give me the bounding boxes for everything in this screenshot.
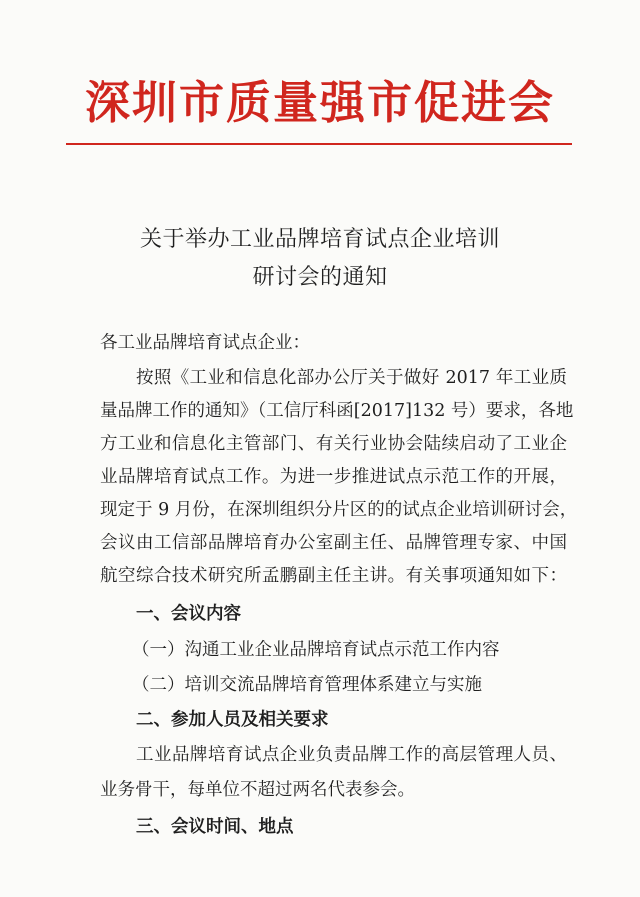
section-2-line: 工业品牌培育试点企业负责品牌工作的高层管理人员、 [136,745,567,765]
section-1-item: （一）沟通工业企业品牌培育试点示范工作内容 [132,640,500,660]
paragraph-1-line: 按照《工业和信息化部办公厅关于做好 2017 年工业质 [136,368,567,388]
paragraph-1-line: 现定于 9 月份，在深圳组织分片区的的试点企业培训研讨会， [100,500,578,520]
section-1-heading: 一、会议内容 [136,604,241,624]
document-title-line-2: 研讨会的通知 [252,265,388,290]
section-2-line: 业务骨干，每单位不超过两名代表参会。 [100,780,415,800]
paragraph-1-line: 业品牌培育试点工作。为进一步推进试点示范工作的开展， [100,467,567,487]
section-3-heading: 三、会议时间、地点 [136,817,294,837]
section-1-item: （二）培训交流品牌培育管理体系建立与实施 [132,675,482,695]
salutation: 各工业品牌培育试点企业： [100,333,310,353]
header-red-rule [66,143,572,145]
paragraph-1-line: 会议由工信部品牌培育办公室副主任、品牌管理专家、中国 [100,533,567,553]
document-title-line-1: 关于举办工业品牌培育试点企业培训 [139,227,500,252]
paragraph-1-line: 量品牌工作的通知》（工信厅科函[2017]132 号）要求，各地 [100,401,574,421]
organization-name: 深圳市质量强市促进会 [84,76,555,129]
section-2-heading: 二、参加人员及相关要求 [136,710,329,730]
paragraph-1-line: 方工业和信息化主管部门、有关行业协会陆续启动了工业企 [100,434,567,454]
paragraph-1-line: 航空综合技术研究所孟鹏副主任主讲。有关事项通知如下： [100,566,567,586]
